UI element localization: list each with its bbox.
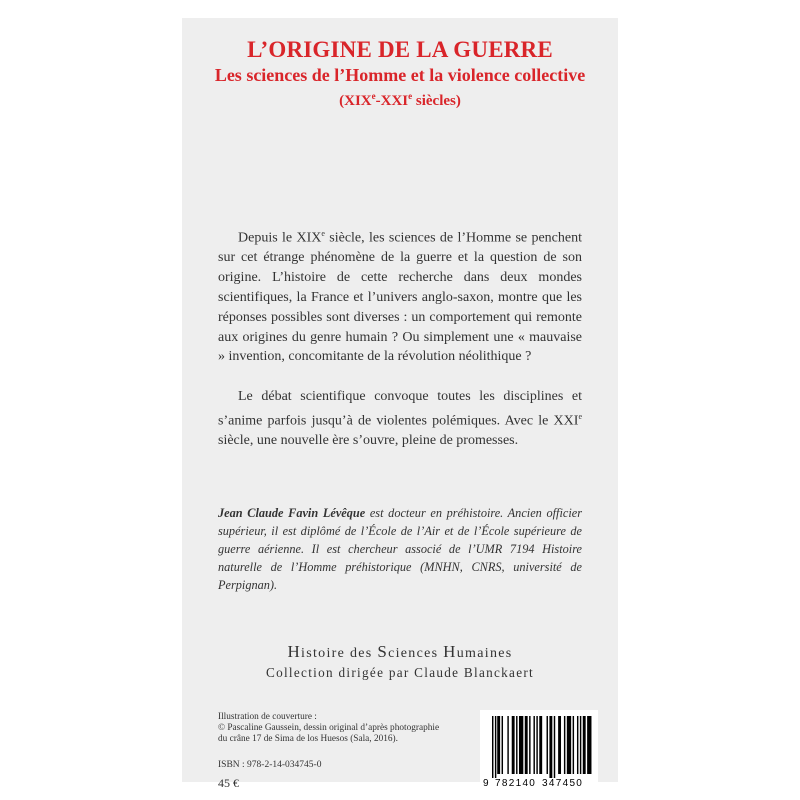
- barcode-bar: [539, 716, 542, 774]
- barcode-bar: [580, 716, 581, 774]
- barcode-bar: [547, 716, 548, 774]
- isbn: ISBN : 978-2-14-034745-0: [218, 760, 322, 770]
- barcode-bar: [564, 716, 565, 774]
- barcode-graphic: [480, 710, 598, 790]
- price: 45 €: [218, 776, 239, 790]
- book-subtitle: Les sciences de l’Homme et la violence collective: [214, 65, 586, 85]
- barcode-bar: [492, 716, 493, 778]
- credits-line: Illustration de couverture :: [218, 712, 317, 722]
- barcode-bar: [533, 716, 534, 774]
- barcode-bar: [558, 716, 561, 774]
- series-title: Histoire des Sciences Humaines: [287, 642, 513, 661]
- back-cover: [182, 18, 618, 790]
- series-director: Collection dirigée par Claude Blanckaert: [265, 665, 535, 680]
- barcode-bar: [525, 716, 528, 774]
- blurb: [218, 224, 582, 451]
- series-block: [182, 642, 618, 682]
- barcode-digit-first: 9: [483, 778, 489, 789]
- barcode-bar: [549, 716, 552, 778]
- credits-line: © Pascaline Gaussein, dessin original d’après photographie: [218, 723, 440, 733]
- barcode-bar: [502, 716, 503, 774]
- cover-credits: [218, 712, 458, 745]
- barcode-bar: [554, 716, 555, 778]
- barcode-digits-right: 347450: [542, 778, 584, 789]
- book-period: (XIXe-XXIe siècles): [339, 91, 461, 109]
- credits-line: du crâne 17 de Sima de los Huesos (Sala, 2016).: [218, 734, 398, 744]
- barcode-bar: [529, 716, 530, 774]
- barcode-bar: [536, 716, 537, 774]
- barcode-bar: [583, 716, 586, 774]
- barcode-digits-left: 782140: [495, 778, 537, 789]
- author-name: Jean Claude Favin Lévêque: [218, 506, 366, 520]
- author-bio: Jean Claude Favin Lévêque est docteur en préhistoire. Ancien officier supérieur, il est diplômé de l’École de l’Air et de l’École supérieure de guerre aérienne. Il est chercheur associé de l’UMR 7194 Histoire naturelle de l’Homme préhistorique (MNHN, CNRS, université de Perpignan).: [218, 506, 582, 592]
- book-title: L’ORIGINE DE LA GUERRE: [247, 37, 553, 62]
- blurb-paragraph-2: Le débat scientifique convoque toutes les disciplines et s’anime parfois jusqu’à de violentes polémiques. Avec le XXIe siècle, une nouvelle ère s’ouvre, pleine de promesses.: [218, 389, 582, 449]
- barcode-bar: [495, 716, 496, 778]
- barcode: [480, 710, 598, 790]
- blurb-paragraph-1: Depuis le XIXe siècle, les sciences de l’Homme se penchent sur cet étrange phénomène de la guerre et la question de son origine. L’histoire de cette recherche dans deux mondes scientifiques, la France et l’univers anglo-saxon, montre que les réponses possibles sont diverses : un comportement qui remonte aux origines du genre humain ? Ou simplement une « mauvaise » invention, concomitante de la révolution néolithique ?: [218, 229, 583, 365]
- barcode-bar: [512, 716, 515, 774]
- barcode-bar: [497, 716, 500, 774]
- barcode-bar: [507, 716, 508, 774]
- title-block: [182, 36, 618, 111]
- barcode-bar: [587, 716, 591, 774]
- barcode-bar: [567, 716, 571, 774]
- barcode-bar: [573, 716, 574, 774]
- barcode-bar: [516, 716, 517, 774]
- barcode-bar: [519, 716, 523, 774]
- barcode-bar: [577, 716, 578, 774]
